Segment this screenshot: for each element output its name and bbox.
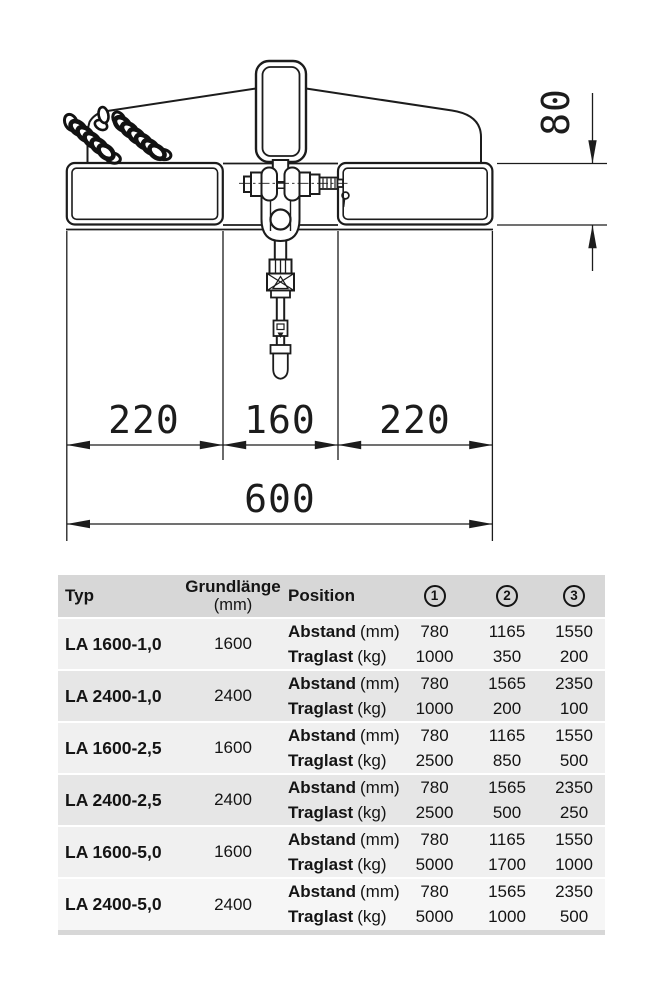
traglast-label: Traglast (kg) [283,904,398,930]
abstand-value: 1565 [471,878,543,904]
header-position-2 [471,575,543,618]
traglast-label: Traglast (kg) [283,748,398,774]
table-row [58,878,605,904]
abstand-value: 1565 [471,774,543,800]
fork-pocket-left [67,163,223,225]
traglast-value: 500 [543,904,605,930]
header-typ: Typ [58,575,183,618]
grundlaenge-cell: 1600 [183,618,283,670]
abstand-value: 780 [398,826,471,852]
traglast-value: 1000 [398,696,471,722]
header-grundlaenge-label: Grundlänge [185,577,281,596]
type-cell: LA 2400-5,0 [58,878,183,930]
abstand-value: 780 [398,670,471,696]
grundlaenge-cell: 2400 [183,878,283,930]
traglast-label: Traglast (kg) [283,852,398,878]
dim-label-600: 600 [244,477,316,521]
abstand-value: 1550 [543,722,605,748]
traglast-value: 1000 [398,644,471,670]
dim-label-220-right: 220 [379,398,451,442]
abstand-label: Abstand (mm) [283,774,398,800]
type-cell: LA 1600-1,0 [58,618,183,670]
lifting-eye-mast [256,61,306,162]
abstand-value: 1550 [543,618,605,644]
traglast-label: Traglast (kg) [283,644,398,670]
dim-label-80: 80 [534,88,578,136]
abstand-value: 780 [398,722,471,748]
grundlaenge-cell: 2400 [183,670,283,722]
grundlaenge-cell: 1600 [183,722,283,774]
abstand-value: 1550 [543,826,605,852]
type-cell: LA 1600-2,5 [58,722,183,774]
abstand-label: Abstand (mm) [283,618,398,644]
table-row [58,618,605,644]
abstand-value: 2350 [543,878,605,904]
header-position-3 [543,575,605,618]
dim-label-160: 160 [244,398,316,442]
position-1-badge: 1 [424,585,446,607]
traglast-label: Traglast (kg) [283,696,398,722]
type-cell: LA 1600-5,0 [58,826,183,878]
header-grundlaenge-unit: (mm) [213,596,253,614]
traglast-value: 1700 [471,852,543,878]
table-header-row [58,575,605,618]
traglast-value: 200 [471,696,543,722]
traglast-value: 5000 [398,904,471,930]
traglast-value: 2500 [398,800,471,826]
traglast-value: 850 [471,748,543,774]
fork-pocket-right [338,163,492,225]
traglast-value: 2500 [398,748,471,774]
type-cell: LA 2400-2,5 [58,774,183,826]
sling-chains [62,106,172,165]
abstand-value: 1165 [471,826,543,852]
table-row [58,826,605,852]
traglast-value: 500 [471,800,543,826]
load-hook [267,241,294,379]
dimension-lines [67,93,607,541]
traglast-label: Traglast (kg) [283,800,398,826]
abstand-label: Abstand (mm) [283,826,398,852]
abstand-value: 780 [398,878,471,904]
header-grundlaenge [183,575,283,618]
abstand-value: 780 [398,618,471,644]
table-row [58,670,605,696]
spec-table [58,575,605,935]
abstand-value: 1165 [471,618,543,644]
abstand-value: 780 [398,774,471,800]
abstand-value: 2350 [543,774,605,800]
traglast-value: 350 [471,644,543,670]
header-position: Position [283,575,398,618]
type-cell: LA 2400-1,0 [58,670,183,722]
abstand-value: 2350 [543,670,605,696]
traglast-value: 200 [543,644,605,670]
traglast-value: 1000 [471,904,543,930]
header-position-1 [398,575,471,618]
traglast-value: 1000 [543,852,605,878]
grundlaenge-cell: 2400 [183,774,283,826]
abstand-label: Abstand (mm) [283,722,398,748]
grundlaenge-cell: 1600 [183,826,283,878]
abstand-value: 1165 [471,722,543,748]
table-row [58,722,605,748]
abstand-label: Abstand (mm) [283,878,398,904]
traglast-value: 500 [543,748,605,774]
position-2-badge: 2 [496,585,518,607]
traglast-value: 250 [543,800,605,826]
abstand-value: 1565 [471,670,543,696]
traglast-value: 5000 [398,852,471,878]
dim-label-220-left: 220 [108,398,180,442]
abstand-label: Abstand (mm) [283,670,398,696]
traglast-value: 100 [543,696,605,722]
position-3-badge: 3 [563,585,585,607]
table-row [58,774,605,800]
